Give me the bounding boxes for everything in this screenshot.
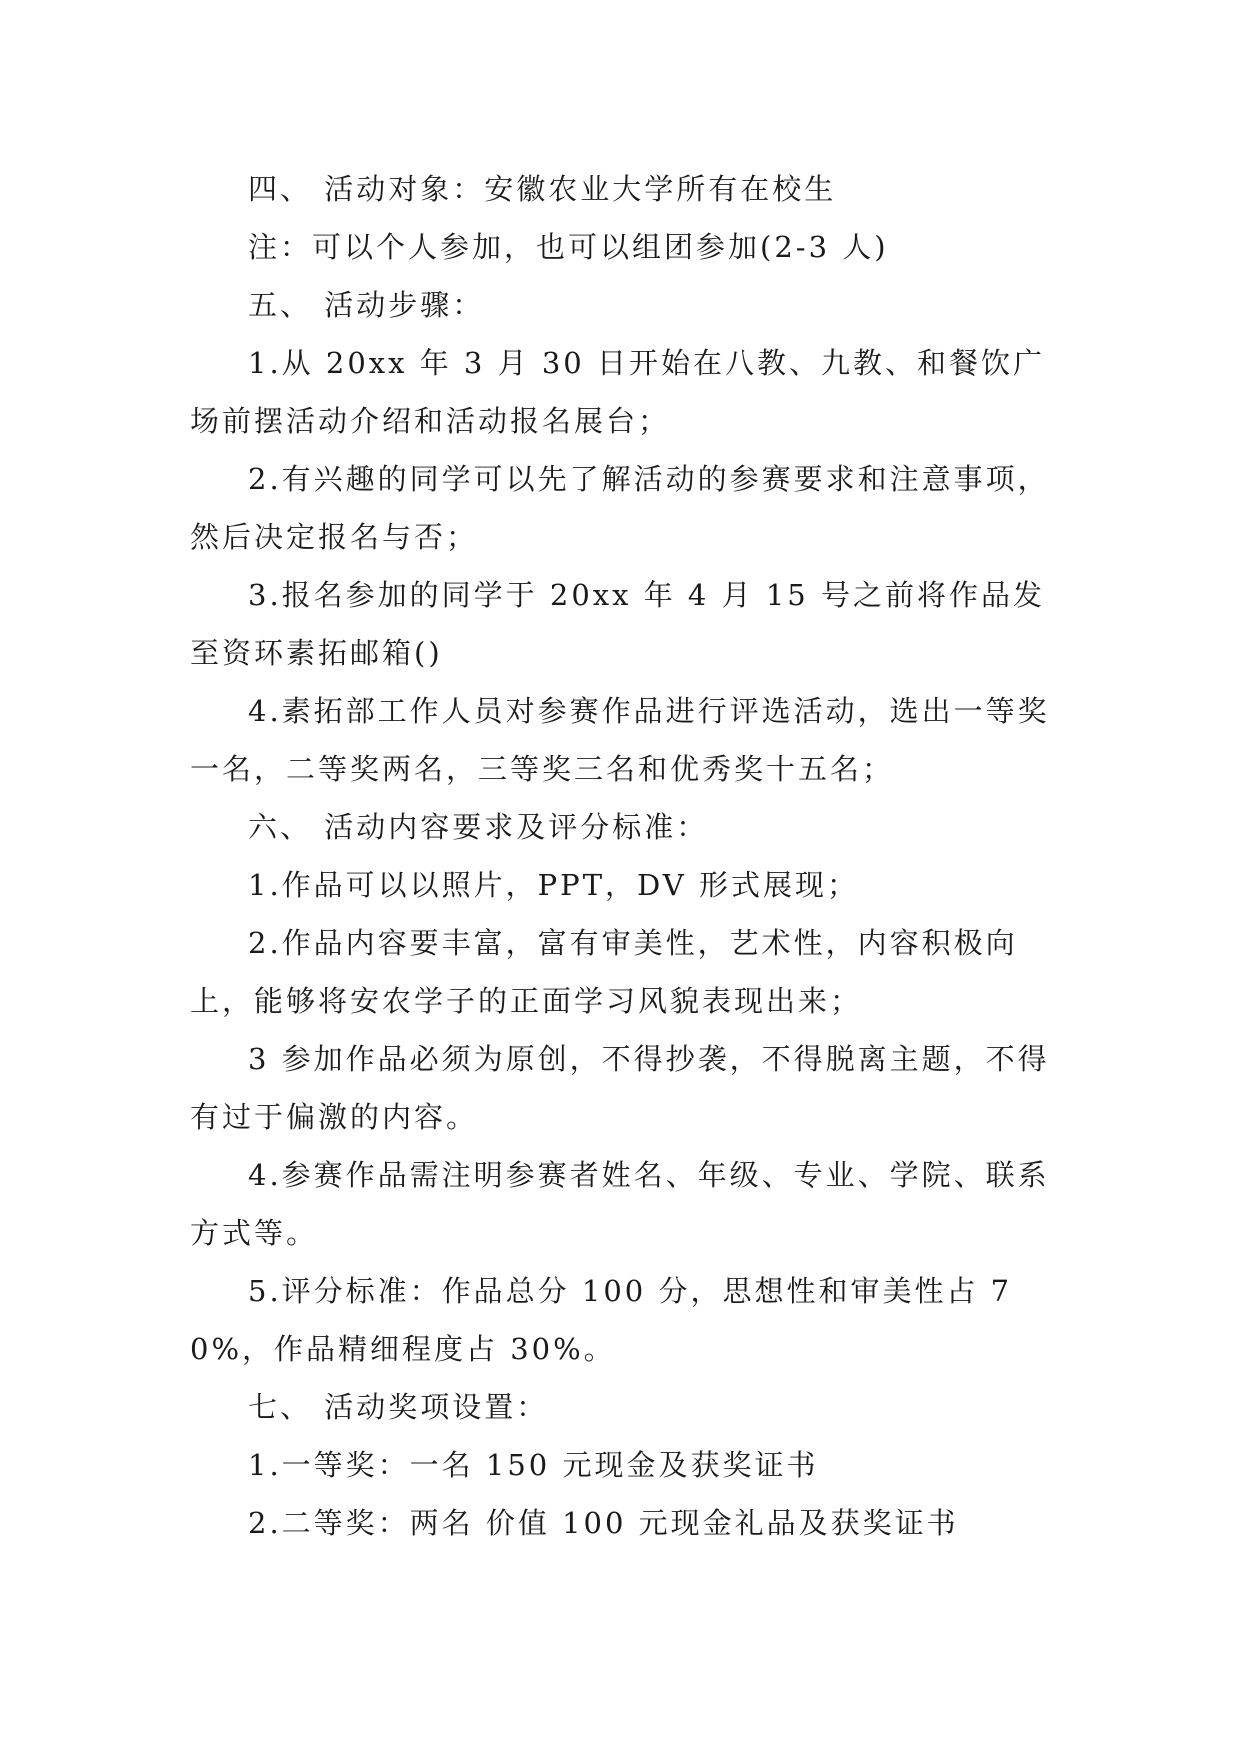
step-item-1: 1.从 20xx 年 3 月 30 日开始在八教、九教、和餐饮广场前摆活动介绍和活动报名展台；: [190, 346, 1045, 438]
section-heading-steps: 五、 活动步骤：: [248, 288, 485, 322]
requirement-item-2: 2.作品内容要丰富，富有审美性，艺术性，内容积极向上，能够将安农学子的正面学习风貌表现出来；: [190, 926, 1018, 1018]
step-item-3: 3.报名参加的同学于 20xx 年 4 月 15 号之前将作品发至资环素拓邮箱(): [190, 578, 1045, 670]
requirement-item-3: 3 参加作品必须为原创，不得抄袭，不得脱离主题，不得有过于偏激的内容。: [190, 1042, 1050, 1134]
section-heading-requirements: 六、 活动内容要求及评分标准：: [248, 810, 709, 844]
award-item-1: 1.一等奖：一名 150 元现金及获奖证书: [248, 1448, 819, 1482]
step-item-4: 4.素拓部工作人员对参赛作品进行评选活动，选出一等奖一名，二等奖两名，三等奖三名和优秀奖十五名；: [190, 694, 1050, 786]
step-item-2: 2.有兴趣的同学可以先了解活动的参赛要求和注意事项，然后决定报名与否；: [190, 462, 1050, 554]
section-heading-awards: 七、 活动奖项设置：: [248, 1390, 549, 1424]
requirement-item-4: 4.参赛作品需注明参赛者姓名、年级、专业、学院、联系方式等。: [190, 1158, 1050, 1250]
requirement-item-5: 5.评分标准：作品总分 100 分，思想性和审美性占 70%，作品精细程度占 30%。: [190, 1274, 1013, 1366]
requirement-item-1: 1.作品可以以照片，PPT，DV 形式展现；: [248, 868, 859, 902]
section-heading-target: 四、 活动对象：安徽农业大学所有在校生: [248, 172, 837, 206]
document-body: [190, 160, 1070, 1552]
note-paragraph: 注：可以个人参加，也可以组团参加(2-3 人): [248, 230, 889, 264]
award-item-2: 2.二等奖：两名 价值 100 元现金礼品及获奖证书: [248, 1506, 959, 1540]
